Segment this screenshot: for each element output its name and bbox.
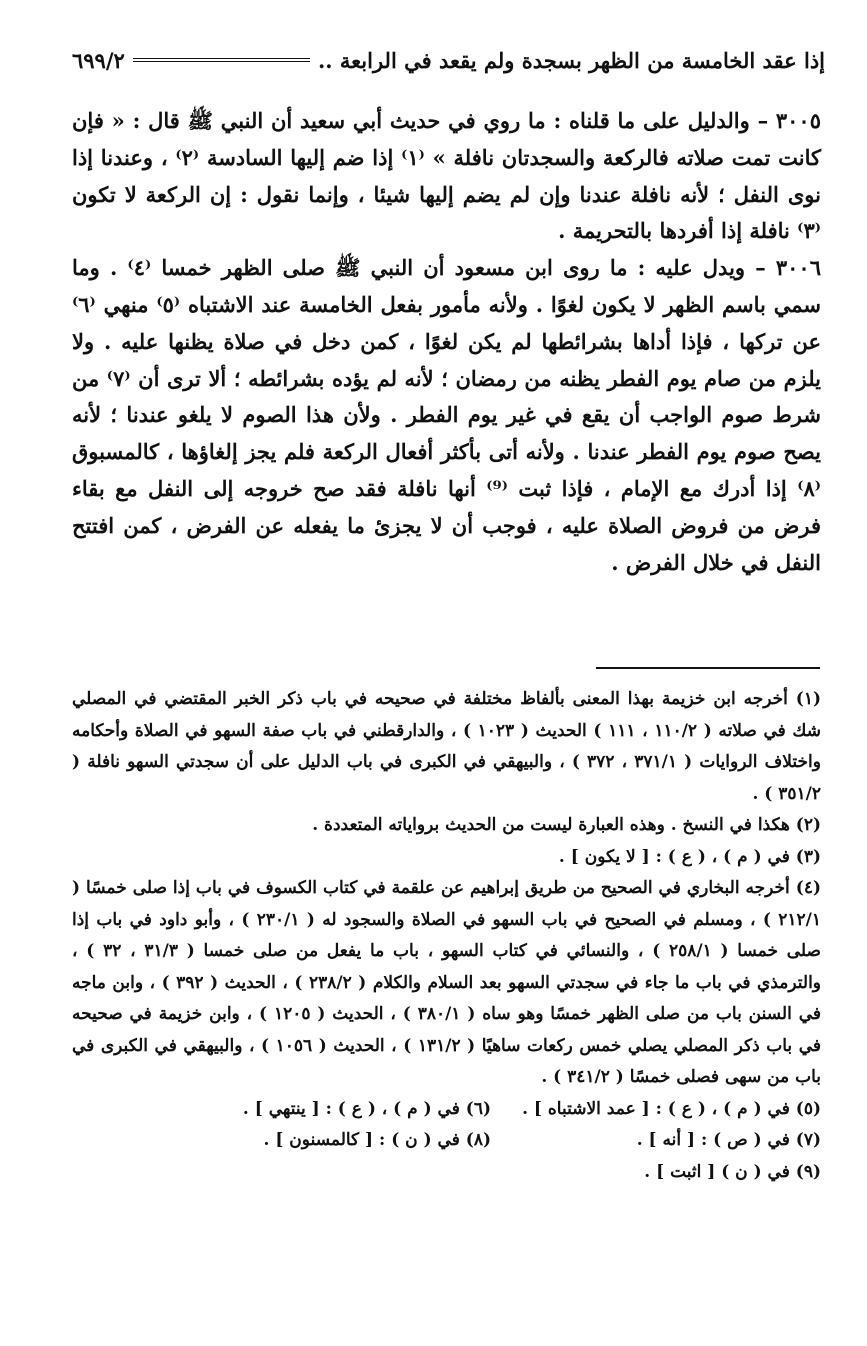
running-title: إذا عقد الخامسة من الظهر بسجدة ولم يقعد في الرابعة .. <box>317 47 825 73</box>
page-number: ٦٩٩/٢ <box>72 47 125 73</box>
footnote-6: (٦) في ( م ) ، ( ع ) : [ ينتهي ] . <box>242 1098 491 1119</box>
footnote-separator <box>596 667 820 669</box>
footnote-4: (٤) أخرجه البخاري في الصحيح من طريق إبراهيم عن علقمة في كتاب الكسوف في باب إذا صلى خمسًا ( ٢١٢/١ ) ، ومسلم في الصحيح في باب السهو في الصلاة والسجود له ( ٢٣٠/١ ) ، وأبو داود في باب إذا صلى خمسا ( ٢٥٨/١ ) ، والنسائي في كتاب السهو ، باب ما يفعل من صلى خمسا ( ٣١/٣ ، ٣٢ ) ، والترمذي في باب ما جاء في سجدتي السهو بعد السلام والكلام ( ٢٣٨/٢ ) ، الحديث ( ٣٩٢ ) ، وابن ماجه في السنن باب من صلى الظهر خمسًا وهو ساه ( ٣٨٠/١ ) ، الحديث ( ١٢٠٥ ) ، وابن خزيمة في صحيحه في باب ذكر المصلي يصلي خمس ركعات ساهيًا ( ١٣١/٢ ) ، الحديث ( ١٠٥٦ ) ، والبيهقي في الكبرى في باب من سهى فصلى خمسًا ( ٣٤١/٢ ) . <box>72 878 822 1087</box>
footnote-row <box>72 1125 821 1157</box>
footnote-2: (٢) هكذا في النسخ . وهذه العبارة ليست من الحديث برواياته المتعددة . <box>312 815 821 835</box>
footnote-row <box>72 1157 821 1189</box>
footnote-7: (٧) في ( ص ) : [ أنه ] . <box>636 1130 821 1150</box>
paragraph-3005: ٣٠٠٥ – والدليل على ما قلناه : ما روي في حديث أبي سعيد أن النبي ﷺ قال : « فإن كانت تمت صلاته فالركعة والسجدتان نافلة » ⁽١⁾ إذا ضم إليها السادسة ⁽٢⁾ ، وعندنا إذا نوى النفل ؛ لأنه نافلة عندنا وإن لم يضم إليها شيئا ، وإنما نقول : إن الركعة لا تكون ⁽٣⁾ نافلة إذا أفردها بالتحريمة . <box>72 108 821 244</box>
paragraph-3006: ٣٠٠٦ – ويدل عليه : ما روى ابن مسعود أن النبي ﷺ صلى الظهر خمسا ⁽٤⁾ . وما سمي باسم الظهر لا يكون لغوًا . ولأنه مأمور بفعل الخامسة عند الاشتباه ⁽٥⁾ منهي ⁽٦⁾ عن تركها ، فإذا أداها بشرائطها لم يكن لغوًا ، كمن دخل في صلاة يظنها عليه . ولا يلزم من صام يوم الفطر يظنه من رمضان ؛ لأنه لم يؤده بشرائطه ؛ ألا ترى أن ⁽٧⁾ من شرط صوم الواجب أن يقع في غير يوم الفطر . ولأن هذا الصوم لا يلغو عندنا ؛ لأنه يصح صوم يوم الفطر عندنا . ولأنه أتى بأكثر أفعال الركعة فلم يجز إلغاؤها ، كالمسبوق ⁽٨⁾ إذا أدرك مع الإمام ، فإذا ثبت ⁽⁹⁾ أنها نافلة فقد صح خروجه إلى النفل مع بقاء فرض من فروض الصلاة عليه ، فوجب أن لا يجزئ ما يفعله عن الفرض ، كمن افتتح النفل في خلال الفرض . <box>72 255 821 575</box>
footnotes <box>72 684 821 1188</box>
header-rule <box>133 58 310 62</box>
footnote-9: (٩) في ( ن ) [ اثبت ] . <box>644 1161 821 1182</box>
running-header <box>72 40 825 80</box>
footnote-3: (٣) في ( م ) ، ( ع ) : [ لا يكون ] . <box>558 846 821 867</box>
footnote-8: (٨) في ( ن ) : [ كالمسنون ] . <box>263 1130 491 1150</box>
footnote-1: (١) أخرجه ابن خزيمة بهذا المعنى بألفاظ مختلفة في صحيحه في باب ذكر الخبر المقتضي في المصلي شك في صلاته ( ١١٠/٢ ، ١١١ ) الحديث ( ١٠٢٣ ) ، والدارقطني في باب صفة السهو في الصلاة وأحكامه واختلاف الروايات ( ٣٧١/١ ، ٣٧٢ ) ، والبيهقي في الكبرى في باب الدليل على أن سجدتي السهو نافلة ( ٣٥١/٢ ) . <box>72 689 821 804</box>
footnote-row <box>72 1094 821 1126</box>
footnote-5: (٥) في ( م ) ، ( ع ) : [ عمد الاشتباه ] . <box>522 1098 821 1119</box>
main-text <box>72 103 821 581</box>
